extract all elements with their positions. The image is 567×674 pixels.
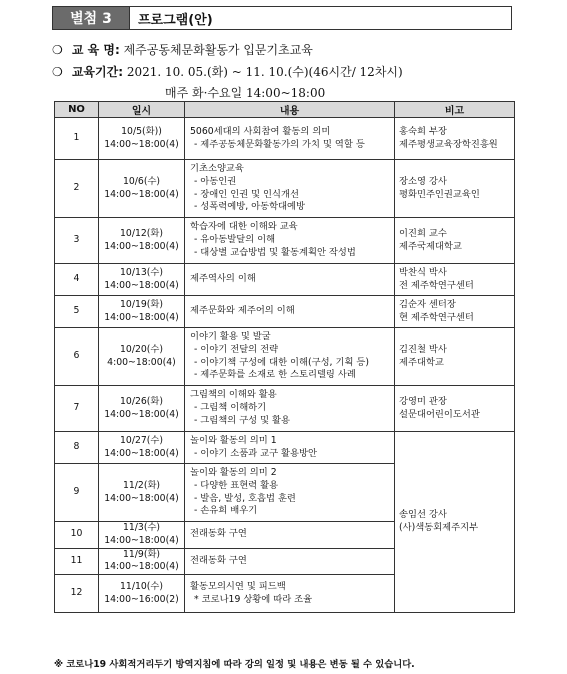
note-line: 제주대학교 <box>399 356 444 368</box>
row-number: 6 <box>55 328 99 386</box>
note-line: 설문대어린이도서관 <box>399 408 480 420</box>
date-line: 11/10(수) <box>119 580 164 592</box>
note-line: 평화민주인권교육인 <box>399 188 480 200</box>
date-line: 14:00~18:00(4) <box>104 534 179 546</box>
row-note <box>395 218 515 264</box>
date-line: 14:00~18:00(4) <box>104 311 179 323</box>
row-content <box>185 386 395 432</box>
row-content <box>185 575 395 613</box>
note-line: 장소영 강사 <box>399 175 447 187</box>
table-row <box>55 328 515 386</box>
date-line: 11/9(화) <box>122 548 161 560</box>
note-line: 김진철 박사 <box>399 343 447 355</box>
program-table <box>54 101 515 613</box>
content-line: - 성폭력예방, 아동학대예방 <box>194 201 306 213</box>
content-line: - 이야기책 구성에 대한 이해(구성, 기획 등) <box>194 356 369 368</box>
date-line: 10/5(화)) <box>121 125 162 137</box>
content-line: - 다양한 표현력 활용 <box>194 479 279 491</box>
content-line: 이야기 활용 및 발굴 <box>190 330 271 342</box>
row-content <box>185 296 395 328</box>
content-line: * 코로나19 상황에 따라 조율 <box>194 593 313 605</box>
row-number: 11 <box>55 548 99 575</box>
row-number: 1 <box>55 118 99 160</box>
note-line: 제주국제대학교 <box>399 240 462 252</box>
row-content <box>185 218 395 264</box>
content-line: 전래동화 구연 <box>190 528 247 540</box>
content-line: 놀이와 활동의 의미 2 <box>190 466 277 478</box>
attachment-tag: 별첨 3 <box>52 6 130 30</box>
row-date <box>99 160 185 218</box>
header-note: 비고 <box>395 102 515 118</box>
bullet-icon: ❍ <box>52 43 63 57</box>
row-content <box>185 328 395 386</box>
date-line: 4:00~18:00(4) <box>107 356 176 368</box>
row-note <box>395 296 515 328</box>
footer-notice: ※ 코로나19 사회적거리두기 방역지침에 따라 강의 일정 및 내용은 변동 될 수 있습니다. <box>54 659 415 670</box>
row-date <box>99 575 185 613</box>
note-line: 송임선 강사 <box>399 509 447 521</box>
row-content <box>185 522 395 549</box>
note-line: 이진희 교수 <box>399 227 447 239</box>
content-line: 놀이와 활동의 의미 1 <box>190 434 277 446</box>
row-date <box>99 464 185 522</box>
content-line: 기초소양교육 <box>190 162 244 174</box>
header-date: 일시 <box>99 102 185 118</box>
content-line: - 이야기 소품과 교구 활용방안 <box>194 447 317 459</box>
row-content <box>185 160 395 218</box>
course-name-line <box>52 41 313 58</box>
date-line: 10/13(수) <box>119 266 164 278</box>
content-line: - 발음, 발성, 호흡법 훈련 <box>194 492 296 504</box>
content-line: - 손유희 배우기 <box>194 505 258 517</box>
note-line: 현 제주학연구센터 <box>399 311 474 323</box>
table-header-row <box>55 102 515 118</box>
course-name-value: 제주공동체문화활동가 입문기초교육 <box>123 43 313 57</box>
row-number: 3 <box>55 218 99 264</box>
table-row <box>55 118 515 160</box>
row-date <box>99 522 185 549</box>
content-line: 전래동화 구연 <box>190 554 247 566</box>
date-line: 11/3(수) <box>122 522 161 533</box>
row-note <box>395 328 515 386</box>
content-line: - 그림책 이해하기 <box>194 402 267 414</box>
row-number: 8 <box>55 432 99 464</box>
table-body <box>55 118 515 613</box>
date-line: 10/6(수) <box>122 175 161 187</box>
row-number: 9 <box>55 464 99 522</box>
header-no: NO <box>55 102 99 118</box>
row-date <box>99 264 185 296</box>
row-number: 5 <box>55 296 99 328</box>
date-line: 10/12(화) <box>119 227 164 239</box>
date-line: 11/2(화) <box>122 479 161 491</box>
attachment-header <box>52 6 512 30</box>
note-line: 홍숙희 부장 <box>399 125 447 137</box>
row-note <box>395 118 515 160</box>
row-content <box>185 264 395 296</box>
content-line: - 제주공동체문화활동가의 가치 및 역할 등 <box>194 138 365 150</box>
course-schedule: 매주 화·수요일 14:00~18:00 <box>165 86 326 100</box>
course-name-key: 교 육 명: <box>71 43 120 57</box>
date-line: 14:00~18:00(4) <box>104 492 179 504</box>
date-line: 14:00~16:00(2) <box>104 593 179 605</box>
table-row <box>55 218 515 264</box>
content-line: 5060세대의 사회참여 활동의 의미 <box>190 125 331 137</box>
row-date <box>99 296 185 328</box>
row-note <box>395 386 515 432</box>
table-row <box>55 386 515 432</box>
row-number: 12 <box>55 575 99 613</box>
date-line: 14:00~18:00(4) <box>104 240 179 252</box>
table-row <box>55 264 515 296</box>
row-content <box>185 432 395 464</box>
row-number: 7 <box>55 386 99 432</box>
content-line: - 아동인권 <box>194 175 237 187</box>
date-line: 14:00~18:00(4) <box>104 138 179 150</box>
note-line: (사)색동회제주지부 <box>399 522 479 534</box>
row-number: 4 <box>55 264 99 296</box>
content-line: - 유아동발달의 이해 <box>194 234 276 246</box>
content-line: 그림책의 이해와 활용 <box>190 389 277 401</box>
content-line: 학습자에 대한 이해와 교육 <box>190 221 298 233</box>
content-line: 제주역사의 이해 <box>190 273 256 285</box>
date-line: 14:00~18:00(4) <box>104 447 179 459</box>
merged-note <box>395 432 515 613</box>
content-line: - 제주문화를 소재로 한 스토리텔링 사례 <box>194 369 356 381</box>
date-line: 14:00~18:00(4) <box>104 561 179 573</box>
content-line: - 장애인 인권 및 인식개선 <box>194 188 299 200</box>
document-title: 프로그램(안) <box>130 6 512 30</box>
row-date <box>99 386 185 432</box>
note-line: 박찬식 박사 <box>399 266 447 278</box>
table-row <box>55 160 515 218</box>
date-line: 10/19(화) <box>119 298 164 310</box>
row-note <box>395 160 515 218</box>
table-row <box>55 296 515 328</box>
row-date <box>99 218 185 264</box>
row-content <box>185 118 395 160</box>
row-date <box>99 118 185 160</box>
note-line: 제주평생교육장학진흥원 <box>399 138 498 150</box>
content-line: - 그림책의 구성 및 활용 <box>194 414 291 426</box>
row-number: 2 <box>55 160 99 218</box>
content-line: 제주문화와 제주어의 이해 <box>190 305 295 317</box>
course-period-value: 2021. 10. 05.(화) ~ 11. 10.(수)(46시간/ 12차시) <box>126 65 403 79</box>
content-line: - 대상별 교습방법 및 활동계획안 작성법 <box>194 246 356 258</box>
content-line: - 이야기 전달의 전략 <box>194 343 279 355</box>
row-content <box>185 548 395 575</box>
content-line: 활동모의시연 및 피드백 <box>190 580 286 592</box>
date-line: 14:00~18:00(4) <box>104 279 179 291</box>
row-content <box>185 464 395 522</box>
note-line: 전 제주학연구센터 <box>399 279 474 291</box>
date-line: 14:00~18:00(4) <box>104 408 179 420</box>
row-note <box>395 264 515 296</box>
row-date <box>99 548 185 575</box>
row-number: 10 <box>55 522 99 549</box>
date-line: 10/20(수) <box>119 343 164 355</box>
row-date <box>99 432 185 464</box>
course-period-key: 교육기간: <box>71 65 123 79</box>
course-period-line <box>52 63 403 80</box>
note-line: 김순자 센터장 <box>399 298 456 310</box>
row-date <box>99 328 185 386</box>
date-line: 10/26(화) <box>119 395 164 407</box>
note-line: 강영미 관장 <box>399 395 447 407</box>
header-content: 내용 <box>185 102 395 118</box>
date-line: 10/27(수) <box>119 434 164 446</box>
date-line: 14:00~18:00(4) <box>104 188 179 200</box>
bullet-icon: ❍ <box>52 65 63 79</box>
table-row <box>55 432 515 464</box>
